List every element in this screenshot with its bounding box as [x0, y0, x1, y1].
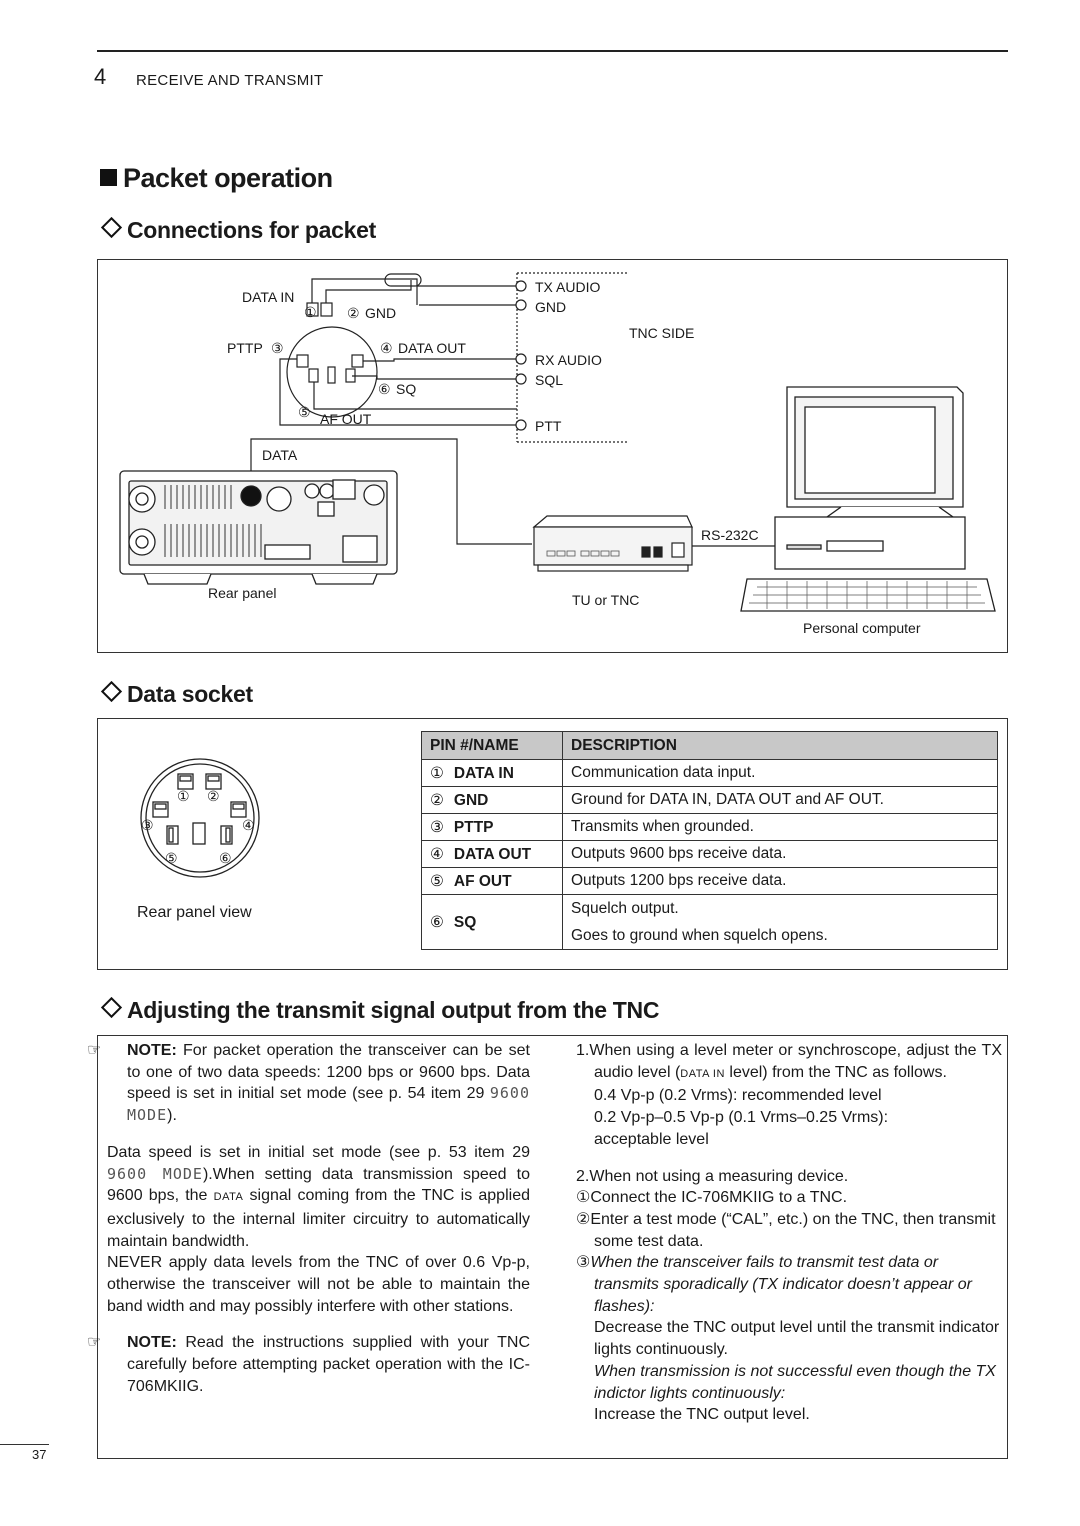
pin-cell: ⑤ AF OUT	[422, 868, 563, 895]
substep-2: ②Enter a test mode (“CAL”, etc.) on the TNC, then transmit some test data.	[576, 1210, 996, 1250]
table-row	[422, 841, 998, 868]
socket-pin-mark-3: ③	[141, 817, 154, 833]
note-paragraph: ☞ NOTE: Read the instructions supplied with your TNC carefully before attempting packet operation with the IC-706MKIIG.	[87, 1334, 530, 1395]
label-data-out: DATA OUT	[398, 340, 466, 356]
header-rule	[97, 50, 1008, 52]
table-row	[422, 895, 998, 950]
pin-mark-6: ⑥	[378, 381, 391, 397]
description-cell: Communication data input.	[563, 760, 998, 787]
label-sq: SQ	[396, 381, 417, 397]
step-2: 2.When not using a measuring device.	[576, 1167, 849, 1185]
connector-pin	[352, 355, 363, 367]
pointing-hand-icon: ☞	[87, 1334, 102, 1352]
description-cell: Ground for DATA IN, DATA OUT and AF OUT.	[563, 787, 998, 814]
pin-cell: ④ DATA OUT	[422, 841, 563, 868]
personal-computer	[741, 387, 995, 611]
label-ptt: PTT	[535, 418, 562, 434]
label-pttp: PTTP	[227, 340, 263, 356]
socket-pin-mark-4: ④	[242, 817, 255, 833]
terminal-rx-audio	[516, 354, 526, 364]
substep-3-condition: When transmission is not successful even though the TX indictor lights continuously:	[594, 1362, 996, 1402]
table-row	[422, 787, 998, 814]
description-cell: Outputs 9600 bps receive data.	[563, 841, 998, 868]
left-column	[87, 1040, 530, 1398]
substep-3: ③When the transceiver fails to transmit test data or transmits sporadically (TX indicator doesn’t appear or flashes):	[576, 1254, 972, 1315]
socket-pin-mark-2: ②	[207, 788, 220, 804]
level-acceptable: 0.2 Vp-p–0.5 Vp-p (0.1 Vrms–0.25 Vrms):	[594, 1109, 889, 1127]
label-tu-or-tnc: TU or TNC	[572, 592, 640, 608]
table-row	[422, 760, 998, 787]
chapter-number: 4	[94, 64, 107, 89]
terminal-ptt	[516, 420, 526, 430]
transceiver-rear-panel	[120, 471, 397, 584]
label-tx-audio: TX AUDIO	[535, 279, 601, 295]
pin-mark-1: ①	[304, 304, 317, 320]
footer-rule	[0, 1444, 49, 1445]
chapter-title: RECEIVE AND TRANSMIT	[136, 72, 324, 89]
diamond-bullet-icon	[101, 217, 122, 238]
terminal-gnd	[516, 300, 526, 310]
rj-port	[333, 480, 355, 499]
pointing-hand-icon: ☞	[87, 1042, 102, 1059]
pin-mark-3: ③	[271, 340, 284, 356]
terminal-sql	[516, 374, 526, 384]
wire-data-in	[312, 279, 390, 303]
label-sql: SQL	[535, 372, 564, 388]
section-heading-adjusting: Adjusting the transmit signal output from the TNC	[100, 997, 659, 1024]
accessory-socket	[265, 545, 310, 559]
substep-1: ①Connect the IC-706MKIIG to a TNC.	[576, 1189, 848, 1207]
column-header-pin: PIN #/NAME	[422, 732, 563, 760]
label-personal-computer: Personal computer	[803, 620, 921, 636]
tnc-unit	[534, 516, 692, 571]
wire-sql	[352, 376, 517, 379]
square-bullet-icon	[100, 169, 117, 186]
note-paragraph: ☞ NOTE: For packet operation the transceiver can be set to one of two data speeds: 1200 bps or 9600 bps. Data speed is set in initial set mode (see p. 54 item 29 9600 MODE).	[87, 1042, 530, 1125]
table-row	[422, 814, 998, 841]
label-data-in: DATA IN	[242, 289, 295, 305]
label-rx-audio: RX AUDIO	[535, 352, 602, 368]
socket-pin-mark-6: ⑥	[219, 850, 232, 866]
level-recommended: 0.4 Vp-p (0.2 Vrms): recommended level	[594, 1087, 882, 1105]
pin-cell: ⑥ SQ	[422, 895, 563, 950]
wire-data-out	[363, 359, 517, 361]
column-header-description: DESCRIPTION	[563, 732, 998, 760]
table-row	[422, 868, 998, 895]
pin-cell: ③ PTTP	[422, 814, 563, 841]
substep-3-final: Increase the TNC output level.	[594, 1406, 810, 1424]
connector-key	[328, 367, 335, 383]
label-af-out: AF OUT	[320, 411, 372, 427]
pin-table	[421, 731, 998, 950]
pin-cell: ① DATA IN	[422, 760, 563, 787]
page-title: Packet operation	[100, 163, 333, 194]
warning-paragraph: NEVER apply data levels from the TNC of over 0.6 Vp-p, otherwise the transceiver will not be able to maintain the band width and may possibly interfere with other stations.	[107, 1254, 530, 1315]
connector-pin	[309, 369, 318, 382]
table-header-row	[422, 732, 998, 760]
label-tnc-side: TNC SIDE	[629, 325, 695, 341]
connector-pin	[297, 355, 308, 367]
pin-mark-2: ②	[347, 305, 360, 321]
pin-mark-4: ④	[380, 340, 393, 356]
pin-cell: ② GND	[422, 787, 563, 814]
data-jack	[241, 486, 261, 506]
socket-caption: Rear panel view	[137, 904, 252, 921]
label-rs232c: RS-232C	[701, 527, 759, 543]
page-number: 37	[32, 1447, 47, 1462]
step-1: 1.When using a level meter or synchroscope, adjust the TX audio level (DATA IN level) from the TNC as follows.	[576, 1042, 1002, 1081]
substep-3-action: Decrease the TNC output level until the transmit indicator lights continuously.	[594, 1319, 1000, 1359]
right-column	[576, 1040, 1002, 1426]
connector-pin	[321, 303, 332, 316]
label-data: DATA	[262, 447, 298, 463]
label-gnd-tnc: GND	[535, 299, 567, 315]
power-socket	[343, 536, 377, 562]
shielded-cable-icon	[385, 274, 421, 286]
description-cell: Outputs 1200 bps receive data.	[563, 868, 998, 895]
section-heading-data-socket: Data socket	[100, 681, 253, 708]
diamond-bullet-icon	[101, 681, 122, 702]
description-cell: Squelch output. Goes to ground when squelch opens.	[563, 895, 998, 950]
level-acceptable-label: acceptable level	[594, 1130, 709, 1148]
section-heading-connections: Connections for packet	[100, 217, 376, 244]
body-paragraph: Data speed is set in initial set mode (see p. 53 item 29 9600 MODE).When setting data transmission speed to 9600 bps, the DATA signal coming from the TNC is applied exclusively to the internal limiter circuitry to automatically maintain bandwidth.	[107, 1143, 530, 1250]
terminal-tx-audio	[516, 281, 526, 291]
label-gnd: GND	[365, 305, 397, 321]
diamond-bullet-icon	[101, 997, 122, 1018]
socket-pin-mark-1: ①	[177, 788, 190, 804]
label-rear-panel: Rear panel	[208, 585, 277, 601]
socket-pin-mark-5: ⑤	[165, 850, 178, 866]
pin-mark-5: ⑤	[298, 404, 311, 420]
description-cell: Transmits when grounded.	[563, 814, 998, 841]
wire-gnd	[326, 280, 411, 303]
